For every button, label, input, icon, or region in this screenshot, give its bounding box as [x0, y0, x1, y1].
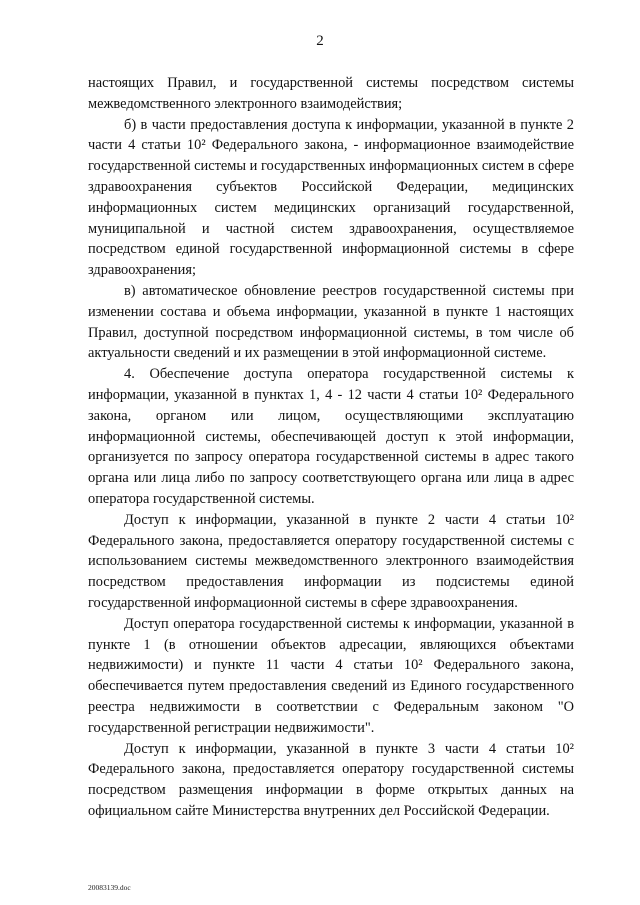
document-footer-filename: 20083139.doc: [88, 883, 131, 892]
paragraph-item-v: в) автоматическое обновление реестров государственной системы при изменении состава и объема информации, указанной в пункте 1 настоящих Правил, доступной посредством информационной системы, в том числе об актуальности сведений и их размещении в этой информационной системе.: [88, 282, 574, 362]
paragraph-section-4: 4. Обеспечение доступа оператора государственной системы к информации, указанной в пунктах 1, 4 - 12 части 4 статьи 10² Федерального закона, органом или лицом, осуществляющими эксплуатацию информационной системы, обеспечивающей доступ к этой информации, организуется по запросу оператора государственной системы в адрес такого органа или лица либо по запросу соответствующего органа или лица в адрес оператора государственной системы.: [88, 366, 574, 507]
paragraph-access-points-1-11: Доступ оператора государственной системы к информации, указанной в пункте 1 (в отношении объектов адресации, являющихся объектами недвижимости) и пункте 11 части 4 статьи 10² Федерального закона, обеспечивается путем предоставления сведений из Единого государственного реестра недвижимости в соответствии с Федеральным законом "О государственной регистрации недвижимости".: [88, 615, 574, 736]
paragraph-access-point-3: Доступ к информации, указанной в пункте 3 части 4 статьи 10² Федерального закона, предоставляется оператору государственной системы посредством размещения информации в форме открытых данных на официальном сайте Министерства внутренних дел Российской Федерации.: [88, 740, 574, 819]
paragraph-access-point-2: Доступ к информации, указанной в пункте 2 части 4 статьи 10² Федерального закона, предоставляется оператору государственной системы с использованием системы межведомственного электронного взаимодействия посредством предоставления информации из подсистемы единой государственной информационной системы в сфере здравоохранения.: [88, 511, 574, 611]
paragraph-continuation: настоящих Правил, и государственной системы посредством системы межведомственного электронного взаимодействия;: [88, 75, 574, 112]
paragraph-item-b: б) в части предоставления доступа к информации, указанной в пункте 2 части 4 статьи 10² Федерального закона, - информационное взаимодействие государственной системы и государственных информационных систем в сфере здравоохранения субъектов Российской Федерации, медицинских информационных систем медицинских организаций государственной, муниципальной и частной систем здравоохранения, осуществляемое посредством единой государственной информационной системы в сфере здравоохранения;: [88, 116, 574, 279]
page-number: 2: [316, 33, 324, 49]
document-body: [88, 73, 574, 822]
